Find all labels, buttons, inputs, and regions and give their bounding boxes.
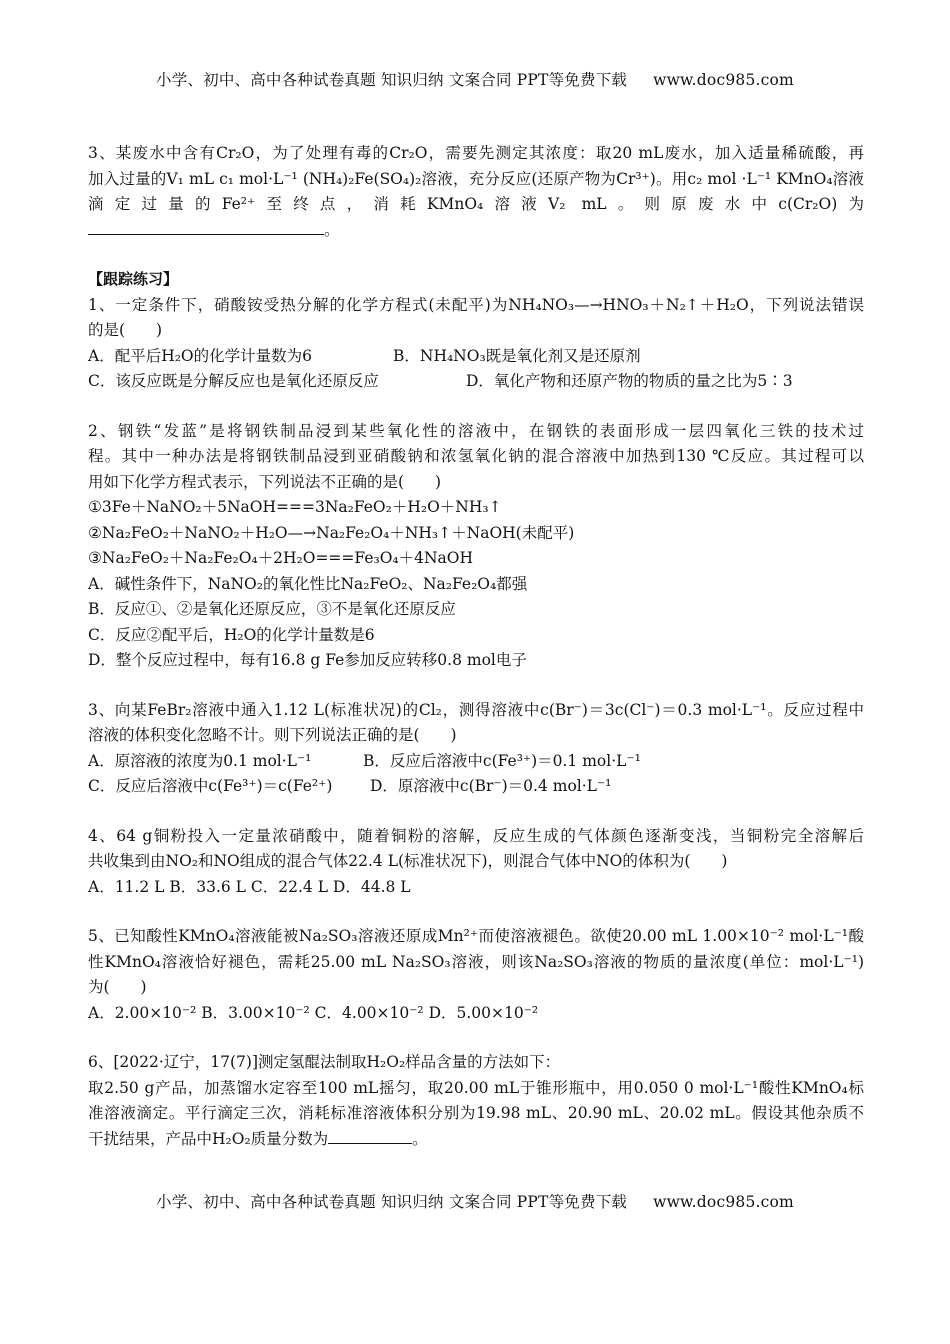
question-1 (88, 293, 864, 395)
question-3 (88, 698, 864, 800)
question-4 (88, 824, 864, 901)
question-stem-line: 为( ) (88, 978, 147, 996)
question-stem-line: 用如下化学方程式表示，下列说法不正确的是( ) (88, 472, 442, 491)
question-stem-line: 5、已知酸性KMnO₄溶液能被Na₂SO₃溶液还原成Mn²⁺而使溶液褪色。欲使20.00 mL 1.00×10⁻² mol·L⁻¹酸 (88, 927, 864, 945)
q3-intro-line-1: 3、某废水中含有Cr₂O，为了处理有毒的Cr₂O，需要先测定其浓度：取20 mL废水，加入适量稀硫酸，再 (88, 144, 864, 162)
question-stem-line: 6、[2022·辽宁，17(7)]测定氢醌法制取H₂O₂样品含量的方法如下： (88, 1053, 561, 1071)
option-b[interactable]: B．NH₄NO₃既是氧化剂又是还原剂 (393, 346, 641, 365)
question-2 (88, 419, 864, 674)
question-stem-line: 4、64 g铜粉投入一定量浓硝酸中，随着铜粉的溶解，反应生成的气体颜色逐渐变浅，当铜粉完全溶解后 (88, 826, 864, 845)
equation-2: ②Na₂FeO₂＋NaNO₂＋H₂O—→Na₂Fe₂O₄＋NH₃↑＋NaOH(未配平) (88, 523, 575, 542)
question-stem-line: 取2.50 g产品，加蒸馏水定容至100 mL摇匀，取20.00 mL于锥形瓶中，用0.050 0 mol·L⁻¹酸性KMnO₄标 (88, 1078, 864, 1097)
question-stem-line: 干扰结果，产品中H₂O₂质量分数为 。 (88, 1127, 864, 1153)
option-d[interactable]: D．整个反应过程中，每有16.8 g Fe参加反应转移0.8 mol电子 (88, 651, 527, 669)
equation-3: ③Na₂FeO₂＋Na₂Fe₂O₄＋2H₂O===Fe₃O₄＋4NaOH (88, 549, 474, 567)
option-row (88, 344, 864, 370)
answer-blank[interactable] (328, 1127, 412, 1144)
option-a[interactable]: A．原溶液的浓度为0.1 mol·L⁻¹ (88, 751, 312, 770)
page-header (0, 68, 950, 90)
footer-url[interactable]: www.doc985.com (653, 1193, 794, 1211)
option-b[interactable]: B．反应后溶液中c(Fe³⁺)＝0.1 mol·L⁻¹ (363, 751, 641, 770)
question-5 (88, 924, 864, 1026)
option-c[interactable]: C．反应②配平后，H₂O的化学计量数是6 (88, 625, 375, 644)
question-stem-line: 1、一定条件下，硝酸铵受热分解的化学方程式(未配平)为NH₄NO₃—→HNO₃＋N₂↑＋H₂O，下列说法错误 (88, 295, 864, 314)
equation-1: ①3Fe＋NaNO₂＋5NaOH===3Na₂FeO₂＋H₂O＋NH₃↑ (88, 498, 502, 516)
options-line[interactable]: A．11.2 L B．33.6 L C．22.4 L D．44.8 L (88, 877, 411, 896)
question-stem-line: 程。其中一种办法是将钢铁制品浸到亚硝酸钠和浓氢氧化钠的混合溶液中加热到130 ℃反应。其过程可以 (88, 447, 864, 465)
question-stem-line: 2、钢铁“发蓝”是将钢铁制品浸到某些氧化性的溶液中，在钢铁的表面形成一层四氧化三铁的技术过 (88, 421, 864, 440)
question-stem-line: 溶液的体积变化忽略不计。则下列说法正确的是( ) (88, 726, 457, 744)
page-footer (0, 1190, 950, 1212)
document-body (88, 141, 864, 1152)
footer-text: 小学、初中、高中各种试卷真题 知识归纳 文案合同 PPT等免费下载 (156, 1193, 628, 1211)
option-d[interactable]: D．原溶液中c(Br⁻)＝0.4 mol·L⁻¹ (370, 777, 612, 795)
answer-blank[interactable] (88, 218, 324, 235)
q3-intro-line-2: 加入过量的V₁ mL c₁ mol·L⁻¹ (NH₄)₂Fe(SO₄)₂溶液，充分反应(还原产物为Cr³⁺)。用c₂ mol ·L⁻¹ KMnO₄溶液 (88, 169, 864, 188)
option-c[interactable]: C．该反应既是分解反应也是氧化还原反应 (88, 372, 379, 390)
option-row (88, 749, 864, 775)
option-row (88, 369, 864, 395)
header-url[interactable]: www.doc985.com (653, 71, 794, 89)
section-title: 【跟踪练习】 (88, 270, 179, 288)
question-stem-line: 性KMnO₄溶液恰好褪色，需耗25.00 mL Na₂SO₃溶液，则该Na₂SO₃溶液的物质的量浓度(单位：mol·L⁻¹) (88, 952, 864, 971)
q3-intro-line-4: 。 (88, 218, 864, 244)
question-stem-line: 3、向某FeBr₂溶液中通入1.12 L(标准状况)的Cl₂，测得溶液中c(Br⁻)＝3c(Cl⁻)＝0.3 mol·L⁻¹。反应过程中 (88, 700, 864, 719)
question-stem-line: 的是( ) (88, 321, 163, 339)
question-intro-3 (88, 141, 864, 243)
option-d[interactable]: D．氧化产物和还原产物的物质的量之比为5∶3 (466, 372, 793, 390)
question-6 (88, 1050, 864, 1152)
header-text: 小学、初中、高中各种试卷真题 知识归纳 文案合同 PPT等免费下载 (156, 71, 628, 89)
option-a[interactable]: A．配平后H₂O的化学计量数为6 (88, 346, 312, 365)
option-row (88, 774, 864, 800)
question-stem-line: 共收集到由NO₂和NO组成的混合气体22.4 L(标准状况下)，则混合气体中NO的体积为( ) (88, 852, 728, 870)
option-a[interactable]: A．碱性条件下，NaNO₂的氧化性比Na₂FeO₂、Na₂Fe₂O₄都强 (88, 574, 528, 593)
options-line[interactable]: A．2.00×10⁻² B．3.00×10⁻² C．4.00×10⁻² D．5.00×10⁻² (88, 1003, 539, 1022)
q3-intro-line-3: 滴定过量的Fe²⁺至终点，消耗KMnO₄溶液V₂ mL。则原废水中c(Cr₂O)为 (88, 195, 864, 213)
option-c[interactable]: C．反应后溶液中c(Fe³⁺)＝c(Fe²⁺) (88, 777, 333, 795)
option-b[interactable]: B．反应①、②是氧化还原反应，③不是氧化还原反应 (88, 600, 456, 618)
question-stem-line: 准溶液滴定。平行滴定三次，消耗标准溶液体积分别为19.98 mL、20.90 mL、20.02 mL。假设其他杂质不 (88, 1104, 864, 1122)
